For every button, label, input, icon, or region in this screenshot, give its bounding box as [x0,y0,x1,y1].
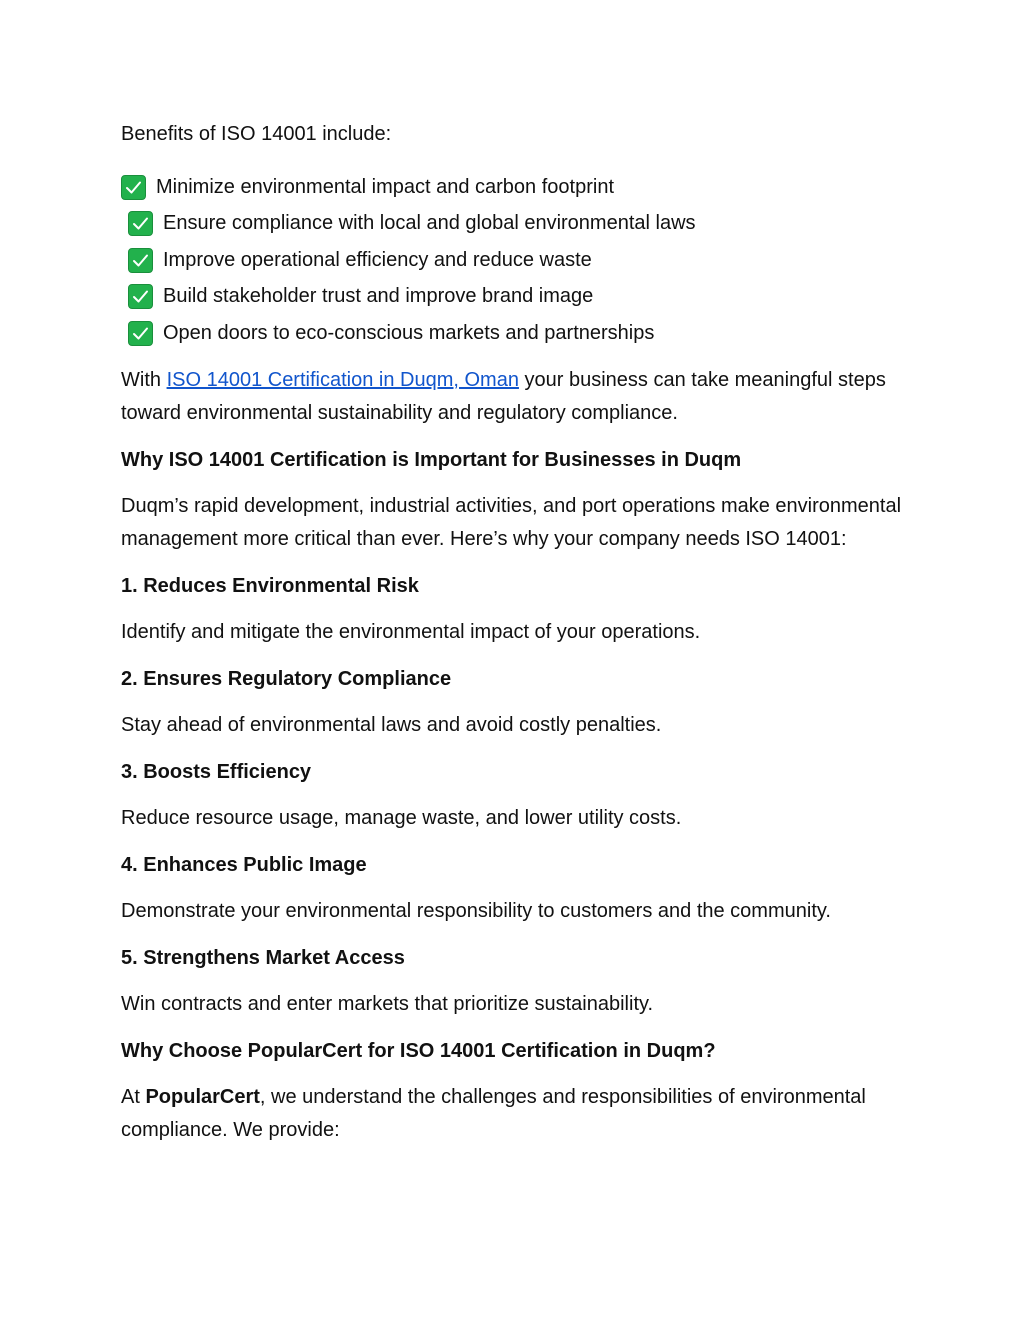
reason-text: Reduce resource usage, manage waste, and lower utility costs. [121,806,682,829]
reason-title: 1. Reduces Environmental Risk [121,574,419,597]
check-mark-icon [128,248,153,273]
with-suffix: your business can take meaningful steps toward environmental sustainability and regulatory compliance. [121,368,886,424]
benefit-text: Improve operational efficiency and reduce waste [163,248,592,271]
with-paragraph [121,364,911,430]
reason-title: 4. Enhances Public Image [121,853,367,876]
benefits-list [121,169,911,352]
list-item [121,169,911,206]
why-paragraph: Duqm’s rapid development, industrial activities, and port operations make environmental management more critical than ever. Here’s why your company needs ISO 14001: [121,494,902,550]
reason-text: Identify and mitigate the environmental impact of your operations. [121,620,701,643]
reason-title: 2. Ensures Regulatory Compliance [121,667,452,690]
brand-name: PopularCert [145,1085,260,1108]
reason-text: Stay ahead of environmental laws and avoid costly penalties. [121,713,662,736]
check-mark-icon [121,175,146,200]
choose-paragraph [121,1081,911,1147]
choose-suffix: , we understand the challenges and responsibilities of environmental compliance. We provide: [121,1085,866,1141]
list-item [128,206,911,243]
with-prefix: With [121,368,167,391]
check-mark-icon [128,321,153,346]
reason-title: 5. Strengthens Market Access [121,946,405,969]
document-page [121,118,911,1147]
iso-certification-link[interactable]: ISO 14001 Certification in Duqm, Oman [166,368,519,391]
why-heading: Why ISO 14001 Certification is Important for Businesses in Duqm [121,448,742,471]
benefit-text: Open doors to eco-conscious markets and partnerships [163,321,655,344]
choose-prefix: At [121,1085,146,1108]
reason-text: Win contracts and enter markets that prioritize sustainability. [121,992,654,1015]
benefit-text: Build stakeholder trust and improve brand image [163,285,594,308]
reason-title: 3. Boosts Efficiency [121,760,312,783]
benefits-intro: Benefits of ISO 14001 include: [121,123,392,145]
check-mark-icon [128,284,153,309]
benefit-text: Ensure compliance with local and global environmental laws [163,212,696,235]
reason-text: Demonstrate your environmental responsibility to customers and the community. [121,899,831,922]
list-item [128,242,911,279]
check-mark-icon [128,211,153,236]
benefit-text: Minimize environmental impact and carbon footprint [156,175,614,198]
choose-heading: Why Choose PopularCert for ISO 14001 Certification in Duqm? [121,1039,716,1062]
list-item [128,279,911,316]
list-item [128,315,911,352]
